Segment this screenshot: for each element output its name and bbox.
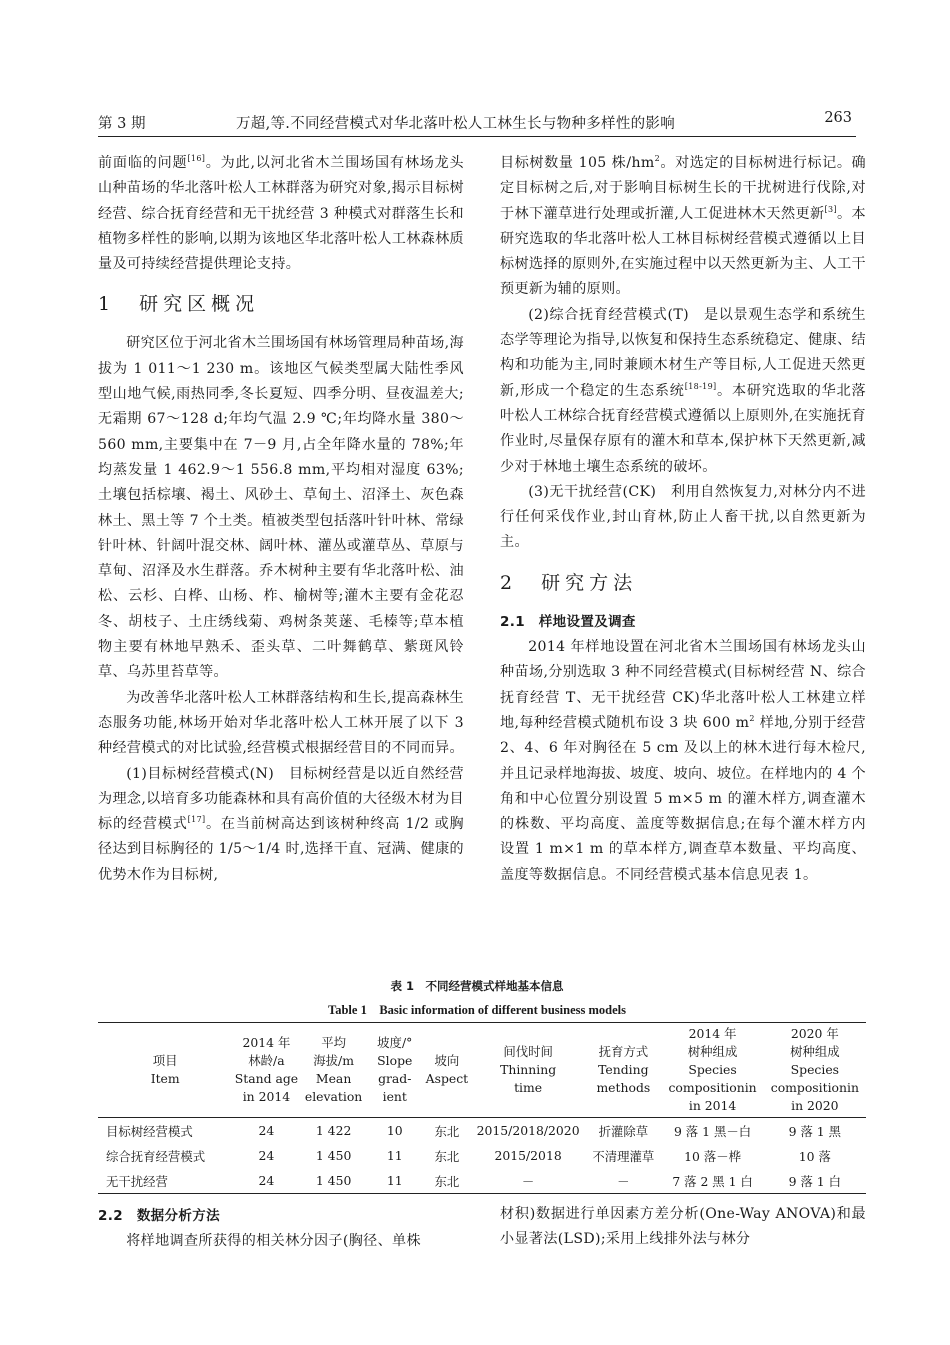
model-ck-paragraph: (3)无干扰经营(CK) 利用自然恢复力,对林分内不进行任何采伐作业,封山育林,防止人畜干扰,以自然更新为主。 [500, 483, 866, 551]
col-header: 2014 年 树种组成 Species compositionin in 2014 [661, 1023, 763, 1118]
citation[interactable]: [16] [187, 154, 206, 163]
table-caption [98, 977, 856, 1021]
table-caption-en: Table 1 Basic information of different business models [328, 1003, 626, 1017]
subsection-heading-2-2: 2.2 数据分析方法 [98, 1208, 220, 1224]
issue-number: 第 3 期 [98, 116, 146, 132]
plot-setup-paragraph: 2014 年样地设置在河北省木兰围场国有林场龙头山种苗场,分别选取 3 种不同经营模式(目标树经营 N、综合抚育经营 T、无干扰经营 CK)华北落叶松人工林建立样地,每种经营模式随机布设 3 块 600 $m^2$ 样地,分别于经营 2、4、6 年对胸径在 5 cm 及以上的林木进行每木检尺,并且记录样地海拔、坡度、坡向、坡位。在样地内的 4 个角和中心位置分别设置 5 m×5 m 的灌木样方,调查灌木的株数、平均高度、盖度等数据信息;在每个灌木样方内设置 1 m×1 m 的草本样方,调查草本数量、平均高度、盖度等数据信息。不同经营模式基本信息见表 1。 [500, 639, 866, 883]
section-heading-1: 1 研究区概况 [98, 293, 260, 316]
col-header: 平均 海拔/m Mean elevation [301, 1023, 367, 1118]
subsection-heading-2-1: 2.1 样地设置及调查 [500, 613, 636, 630]
model-n-paragraph: (1)目标树经营模式(N) 目标树经营是以近自然经营为理念,以培育多功能森林和具有高价值的大径级木材为目标的经营模式[17]。在当前树高达到该树种终高 1/2 或胸径达到目标胸径的 1/5～1/4 时,选择干直、冠满、健康的优势木作为目标树, [98, 765, 464, 883]
left-column [98, 151, 464, 888]
right-column [500, 151, 866, 888]
data-table [98, 1022, 866, 1194]
model-t-paragraph: (2)综合抚育经营模式(T) 是以景观生态学和系统生态学等理论为指导,以恢复和保持生态系统稳定、健康、结构和功能为主,同时兼顾木材生产等目标,人工促进天然更新,形成一个稳定的生态系统[18-19]。本研究选取的华北落叶松人工林综合抚育经营模式遵循以上原则外,在实施抚育作业时,尽量保存原有的灌木和草本,保护林下天然更新,减少对于林地土壤生态系统的破坏。 [500, 306, 866, 475]
intro-paragraph-end: 前面临的问题[16]。为此,以河北省木兰围场国有林场龙头山种苗场的华北落叶松人工林群落为研究对象,揭示目标树经营、综合抚育经营和无干扰经营 3 种模式对群落生长和植物多样性的影响,以期为该地区华北落叶松人工林森林质量及可持续经营提供理论支持。 [98, 154, 464, 273]
col-header: 2014 年 林龄/a Stand age in 2014 [232, 1023, 300, 1118]
table-row: 无干扰经营 24 1 450 11 东北 － － 7 落 2 黑 1 白 9 落 1 白 [98, 1168, 866, 1194]
citation[interactable]: [3] [824, 204, 837, 214]
citation[interactable]: [17] [187, 815, 206, 825]
table-header-row [98, 1023, 866, 1118]
table-row: 目标树经营模式 24 1 422 10 东北 2015/2018/2020 折灌除草 9 落 1 黑－白 9 落 1 黑 [106, 1123, 842, 1139]
col-header: 抚育方式 Tending methods [585, 1023, 661, 1118]
model-n-continued: 目标树数量 105 株$/hm^2$。对选定的目标树进行标记。确定目标树之后,对于影响目标树生长的干扰树进行伐除,对于林下灌草进行处理或折灌,人工促进林木天然更新[3]。本研究选取的华北落叶松人工林目标树经营模式遵循以上目标树选择的原则外,在实施过程中以天然更新为主、人工干预更新为辅的原则。 [500, 154, 867, 298]
lower-left-column [98, 1202, 464, 1255]
col-header: 间伐时间 Thinning time [471, 1023, 585, 1118]
analysis-paragraph-continued: 材积)数据进行单因素方差分析(One-Way ANOVA)和最小显著法(LSD);采用上线排外法与林分 [500, 1206, 866, 1248]
running-title: 万超,等.不同经营模式对华北落叶松人工林生长与物种多样性的影响 [236, 116, 676, 132]
col-header: 坡度/° Slope grad- ient [367, 1023, 423, 1118]
models-intro-paragraph: 为改善华北落叶松人工林群落结构和生长,提高森林生态服务功能,林场开始对华北落叶松人工林开展了以下 3 种经营模式的对比试验,经营模式根据经营目的不同而异。 [98, 689, 464, 757]
study-area-paragraph: 研究区位于河北省木兰围场国有林场管理局种苗场,海拔为 1 011～1 230 m。该地区气候类型属大陆性季风型山地气候,雨热同季,冬长夏短、四季分明、昼夜温差大;无霜期 67～128 d;年均气温 2.9 ℃;年均降水量 380～560 mm,主要集中在 7－9 月,占全年降水量的 78%;年均蒸发量 1 462.9～1 556.8 mm,平均相对湿度 63%;土壤包括棕壤、褐土、风砂土、草甸土、沼泽土、灰色森林土、黑土等 7 个土类。植被类型包括落叶针叶林、常绿针叶林、针阔叶混交林、阔叶林、灌丛或灌草丛、草原与草甸、沼泽及水生群落。乔木树种主要有华北落叶松、油松、云杉、白桦、山杨、柞、榆树等;灌木主要有金花忍冬、胡枝子、土庄绣线菊、鸡树条荚蒾、毛榛等;草本植物主要有林地早熟禾、歪头草、二叶舞鹤草、紫斑风铃草、乌苏里苔草等。 [98, 335, 464, 681]
analysis-paragraph-start: 将样地调查所获得的相关林分因子(胸径、单株 [126, 1233, 421, 1250]
lower-right-column [500, 1202, 866, 1253]
col-header: 项目 Item [98, 1023, 232, 1118]
page-number: 263 [824, 110, 852, 126]
col-header: 2020 年 树种组成 Species compositionin in 2020 [764, 1023, 866, 1118]
citation[interactable]: [18-19] [684, 381, 717, 391]
table-caption-cn: 表 1 不同经营模式样地基本信息 [390, 979, 564, 993]
table-row: 综合抚育经营模式 24 1 450 11 东北 2015/2018 不清理灌草 10 落－桦 10 落 [106, 1148, 831, 1164]
running-header [98, 108, 856, 137]
col-header: 坡向 Aspect [423, 1023, 471, 1118]
section-heading-2: 2 研究方法 [500, 571, 638, 594]
